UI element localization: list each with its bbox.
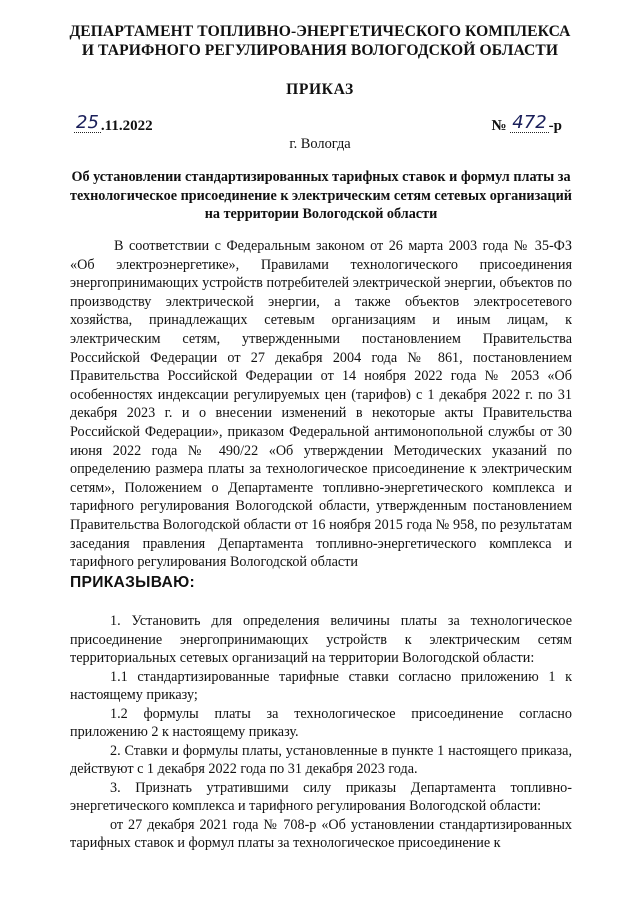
handwritten-day: 25 [76,112,99,133]
order-items [70,612,572,853]
header-line-2: И ТАРИФНОГО РЕГУЛИРОВАНИЯ ВОЛОГОДСКОЙ ОБЛАСТИ [81,42,559,59]
city: г. Вологда [289,136,351,152]
order-number [491,114,562,135]
item-1-1: 1.1 стандартизированные тарифные ставки согласно приложению 1 к настоящему приказу; [70,668,572,703]
order-subject: Об установлении стандартизированных тарифных ставок и формул платы за технологическое присоединение к электрическим сетям сетевых организаций на территории Вологодской области [70,169,572,222]
item-3: 3. Признать утратившими силу приказы Департамента топливно-энергетического комплекса и тарифного регулирования Вологодской области: [70,779,572,814]
item-3-sub: от 27 декабря 2021 года № 708-р «Об установлении стандартизированных тарифных ставок и формул платы за технологическое присоединение к [70,816,572,851]
department-header [40,22,600,60]
header-line-1: ДЕПАРТАМЕНТ ТОПЛИВНО-ЭНЕРГЕТИЧЕСКОГО КОМПЛЕКСА [69,23,571,40]
date-rest: .11.2022 [100,118,153,134]
item-1-2: 1.2 формулы платы за технологическое присоединение согласно приложению 2 к настоящему приказу. [70,705,572,740]
preamble [70,237,572,572]
orders-word: ПРИКАЗЫВАЮ: [70,574,195,591]
number-suffix: -р [548,118,562,134]
preamble-paragraph: В соответствии с Федеральным законом от 26 марта 2003 года № 35-ФЗ «Об электроэнергетике», Правилами технологического присоединения энергопринимающих устройств потребителей электрической энергии, объектов по производству электрической энергии, а также объектов электросетевого хозяйства, принадлежащих сетевым организациям и иным лицам, к электрическим сетям, утвержденными постановлением Правительства Российской Федерации от 27 декабря 2004 года № 861, постановлением Правительства Российской Федерации от 14 ноября 2022 года № 2053 «Об особенностях индексации регулируемых цен (тарифов) с 1 декабря 2022 г. по 31 декабря 2023 г. и о внесении изменений в некоторые акты Правительства Российской Федерации», приказом Федеральной антимонопольной службы от 30 июня 2022 года № 490/22 «Об утверждении Методических указаний по определению размера платы за технологическое присоединение к электрическим сетям», Положением о Департаменте топливно-энергетического комплекса и тарифного регулирования Вологодской области, утвержденным постановлением Правительства Вологодской области от 16 ноября 2015 года № 958, по результатам заседания правления Департамента топливно-энергетического комплекса и тарифного регулирования Вологодской области [70,238,572,571]
number-prefix: № [491,118,507,134]
item-1: 1. Установить для определения величины платы за технологическое присоединение энергопринимающих устройств к электрическим сетям территориальных сетевых организаций на территории Вологодской области: [70,613,572,666]
order-title: ПРИКАЗ [286,81,354,98]
order-date [74,114,153,135]
item-2: 2. Ставки и формулы платы, установленные в пункте 1 настоящего приказа, действуют с 1 декабря 2022 года по 31 декабря 2023 года. [70,742,572,777]
handwritten-number: 472 [512,112,547,133]
